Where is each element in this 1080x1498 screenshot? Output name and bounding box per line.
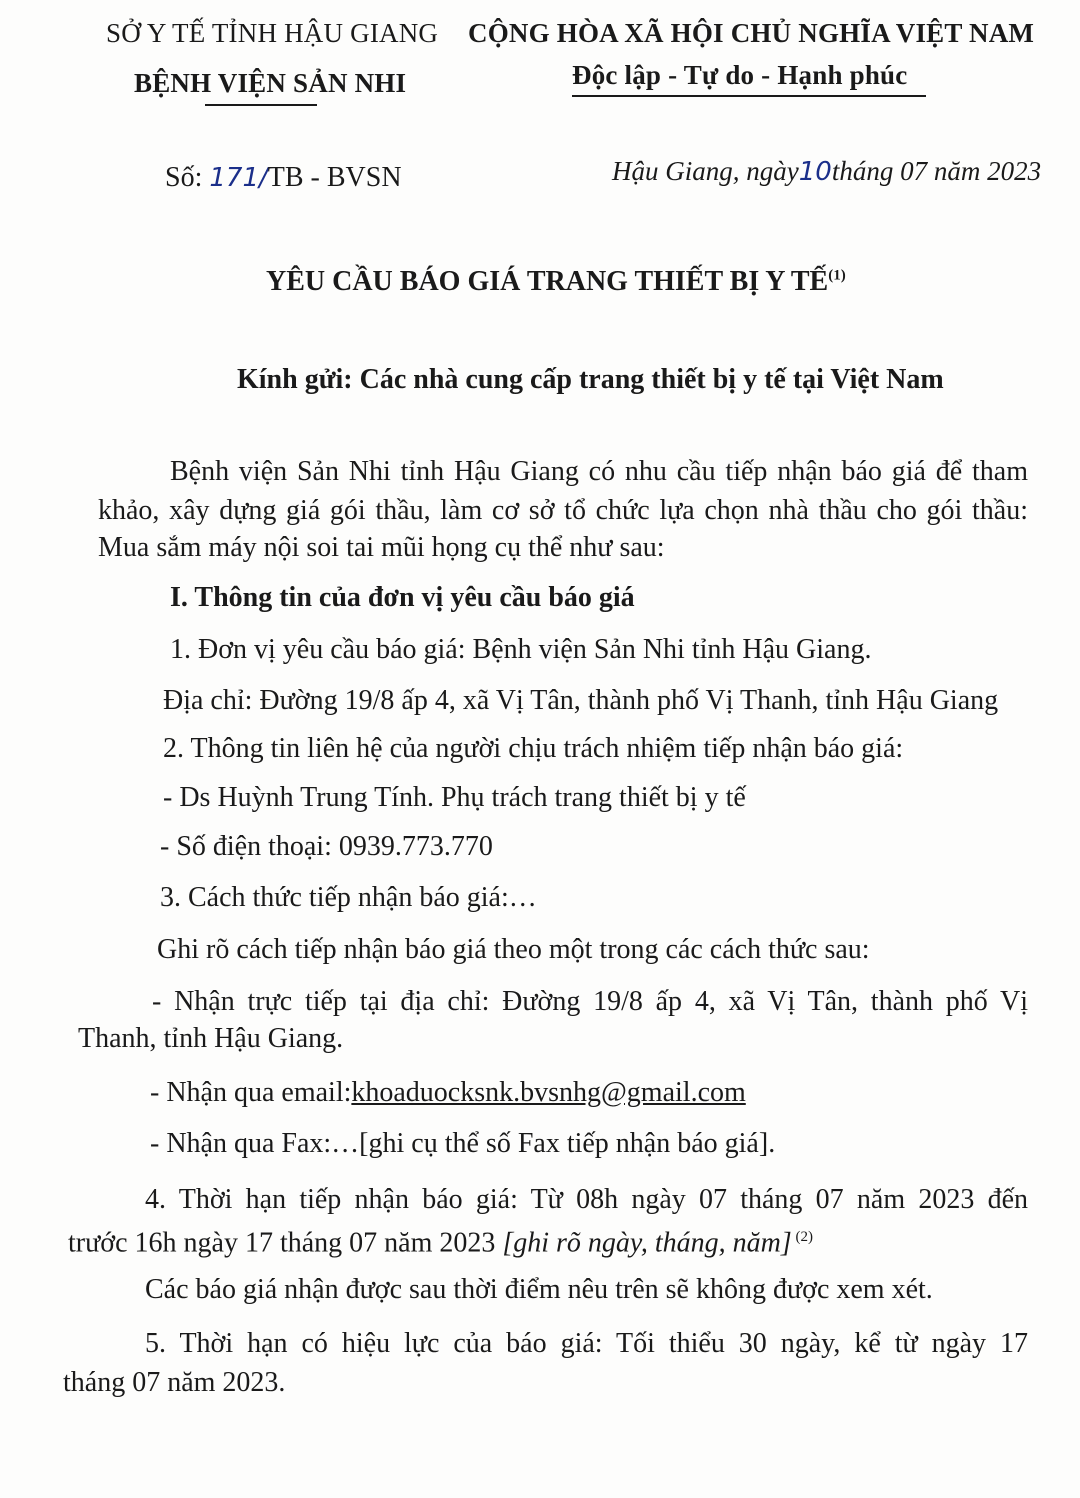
reference-suffix: TB - BVSN <box>267 162 402 193</box>
contact-phone: - Số điện thoại: 0939.773.770 <box>160 831 493 862</box>
item-5-line-2: tháng 07 năm 2023. <box>63 1367 286 1398</box>
section-heading: I. Thông tin của đơn vị yêu cầu báo giá <box>170 582 635 613</box>
method-3: - Nhận qua Fax:…[ghi cụ thể số Fax tiếp nhận báo giá]. <box>150 1128 776 1159</box>
title-text: YÊU CẦU BÁO GIÁ TRANG THIẾT BỊ Y TẾ <box>266 266 829 297</box>
national-title: CỘNG HÒA XÃ HỘI CHỦ NGHĨA VIỆT NAM <box>468 18 1035 48</box>
intro-line-2: khảo, xây dựng giá gói thầu, làm cơ sở tổ chức lựa chọn nhà thầu cho gói thầu: <box>98 495 1028 526</box>
method-2 <box>150 1076 746 1110</box>
motto-underline <box>572 95 926 97</box>
address-line: Địa chỉ: Đường 19/8 ấp 4, xã Vị Tân, thành phố Vị Thanh, tỉnh Hậu Giang <box>163 685 999 716</box>
item-5-line-1: 5. Thời hạn có hiệu lực của báo giá: Tối thiểu 30 ngày, kể từ ngày 17 <box>145 1328 1028 1359</box>
item-4-note: [ghi rõ ngày, tháng, năm] <box>502 1227 792 1259</box>
org-name: BỆNH VIỆN SẢN NHI <box>134 68 407 98</box>
reference-number <box>165 162 402 194</box>
document-date <box>612 156 1041 187</box>
item-4-line-1: 4. Thời hạn tiếp nhận báo giá: Từ 08h ngày 07 tháng 07 năm 2023 đến <box>145 1184 1028 1215</box>
date-part1: Hậu Giang, ngày <box>612 156 799 186</box>
item-1: 1. Đơn vị yêu cầu báo giá: Bệnh viện Sản Nhi tỉnh Hậu Giang. <box>170 634 872 665</box>
org-parent: SỞ Y TẾ TỈNH HẬU GIANG <box>106 18 439 48</box>
item-2: 2. Thông tin liên hệ của người chịu trách nhiệm tiếp nhận báo giá: <box>163 733 904 764</box>
date-part2: tháng 07 năm 2023 <box>831 156 1042 186</box>
intro-line-3: Mua sắm máy nội soi tai mũi họng cụ thể như sau: <box>98 532 665 563</box>
national-motto: Độc lập - Tự do - Hạnh phúc <box>572 60 908 90</box>
item-3: 3. Cách thức tiếp nhận báo giá:… <box>160 882 537 913</box>
date-handwritten-day: 10 <box>798 157 832 187</box>
reference-handwritten-number: 171/ <box>209 163 268 193</box>
method-1-line-1: - Nhận trực tiếp tại địa chỉ: Đường 19/8 ấp 4, xã Vị Tân, thành phố Vị <box>152 986 1028 1017</box>
item-3-note: Ghi rõ cách tiếp nhận báo giá theo một trong các cách thức sau: <box>157 934 870 965</box>
org-underline <box>205 104 317 106</box>
intro-line-1: Bệnh viện Sản Nhi tỉnh Hậu Giang có nhu cầu tiếp nhận báo giá để tham <box>170 456 1028 487</box>
document-title <box>266 266 846 298</box>
item-4-footnote: (2) <box>791 1229 813 1245</box>
item-4-deadline: trước 16h ngày 17 tháng 07 năm 2023 <box>68 1227 503 1259</box>
email-link[interactable]: khoaduocksnk.bvsnhg@gmail.com <box>351 1077 746 1108</box>
reference-prefix: Số: <box>165 162 210 193</box>
contact-name: - Ds Huỳnh Trung Tính. Phụ trách trang thiết bị y tế <box>163 782 746 813</box>
item-4-line-2 <box>68 1220 813 1260</box>
method-1-line-2: Thanh, tỉnh Hậu Giang. <box>78 1023 344 1054</box>
method-2-label: - Nhận qua email: <box>150 1077 352 1108</box>
title-footnote: (1) <box>828 267 846 284</box>
recipient-line: Kính gửi: Các nhà cung cấp trang thiết bị y tế tại Việt Nam <box>237 364 944 395</box>
item-4-after: Các báo giá nhận được sau thời điểm nêu trên sẽ không được xem xét. <box>145 1274 933 1305</box>
